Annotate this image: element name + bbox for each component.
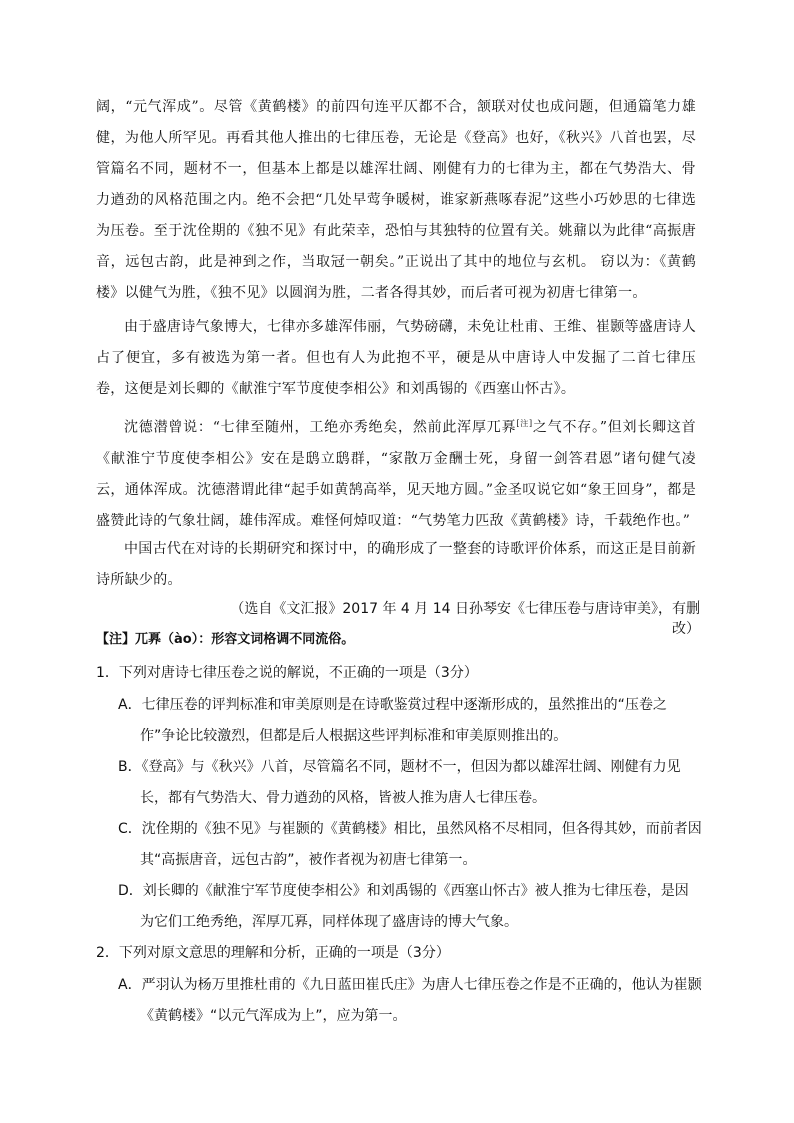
- paragraph-3-text-a: 沈德潜曾说：“七律至随州，工绝亦秀绝矣，然前此浑厚兀奡: [124, 419, 517, 436]
- passage-paragraph-3: [96, 408, 696, 537]
- source-citation: （选自《文汇报》2017 年 4 月 14 日孙琴安《七律压卷与唐诗审美》，有删改）: [230, 601, 700, 637]
- footnote: 【注】兀奡（ào）：形容文词格调不同流俗。: [96, 632, 355, 647]
- question-2-stem: 2．下列对原文意思的理解和分析，正确的一项是（3分）: [96, 945, 450, 961]
- passage-paragraph-2: 由于盛唐诗气象博大，七律亦多雄浑伟丽，气势磅礴，未免让杜甫、王维、崔颢等盛唐诗人占了便宜，多有被选为第一者。但也有人为此抱不平，硬是从中唐诗人中发掘了二首七律压卷，这便是刘长卿的《献淮宁军节度使李相公》和刘禹锡的《西塞山怀古》。: [96, 319, 696, 397]
- passage-paragraph-1: 阔，“元气浑成”。尽管《黄鹤楼》的前四句连平仄都不合，颔联对仗也成问题，但通篇笔力雄健，为他人所罕见。再看其他人推出的七律压卷，无论是《登高》也好，《秋兴》八首也罢，尽管篇名不同，题材不一，但基本上都是以雄浑壮阔、刚健有力的七律为主，都在气势浩大、骨力遒劲的风格范围之内。绝不会把“几处早莺争暖树，谁家新燕啄春泥”这些小巧妙思的七律选为压卷。至于沈佺期的《独不见》有此荣幸，恐怕与其独特的位置有关。姚鼐以为此律“高振唐音，远包古韵，此是神到之作，当取冠一朝矣。”正说出了其中的地位与玄机。 窃以为：《黄鹤楼》以健气为胜，《独不见》以圆润为胜，二者各得其妙，而后者可视为初唐七律第一。: [96, 99, 696, 301]
- question-1-option-b: B．《登高》与《秋兴》八首，尽管篇名不同，题材不一，但因为都以雄浑壮阔、刚健有力见长，都有气势浩大、骨力遒劲的风格，皆被人推为唐人七律压卷。: [118, 759, 681, 806]
- question-1-option-d: D．刘长卿的《献淮宁军节度使李相公》和刘禹锡的《西塞山怀古》被人推为七律压卷，是因为它们工绝秀绝，浑厚兀奡，同样体现了盛唐诗的博大气象。: [118, 883, 689, 930]
- question-2-option-a: A．严羽认为杨万里推杜甫的《九日蓝田崔氏庄》为唐人七律压卷之作是不正确的，他认为崔颢《黄鹤楼》“以元气浑成为上”，应为第一。: [118, 977, 702, 1024]
- paragraph-3-text-b: 之气不存。”但刘长卿这首《献淮宁节度使李相公》安在是鸱立鸱群，“家散万金酬士死，身留一剑答君恩”诸句健气凌云，通体浑成。沈德潜谓此律“起手如黄鹄高举，见天地方圆。”金圣叹说它如“象王回身”，都是盛赞此诗的气象壮阔，雄伟浑成。难怪何焯叹道：“气势笔力匹敌《黄鹤楼》诗，千载绝作也。”: [96, 419, 696, 529]
- passage-paragraph-4: 中国古代在对诗的长期研究和探讨中，的确形成了一整套的诗歌评价体系，而这正是目前新诗所缺少的。: [96, 541, 696, 588]
- question-1-option-c: C．沈佺期的《独不见》与崔颢的《黄鹤楼》相比，虽然风格不尽相同，但各得其妙，而前者因其“高振唐音，远包古韵”，被作者视为初唐七律第一。: [118, 821, 702, 868]
- question-1-stem: 1．下列对唐诗七律压卷之说的解说，不正确的一项是（3分）: [96, 665, 478, 681]
- question-1-option-a: A．七律压卷的评判标准和审美原则是在诗歌鉴赏过程中逐渐形成的，虽然推出的“压卷之作”争论比较激烈，但都是后人根据这些评判标准和审美原则推出的。: [118, 697, 667, 744]
- footnote-marker: [注]: [516, 419, 533, 428]
